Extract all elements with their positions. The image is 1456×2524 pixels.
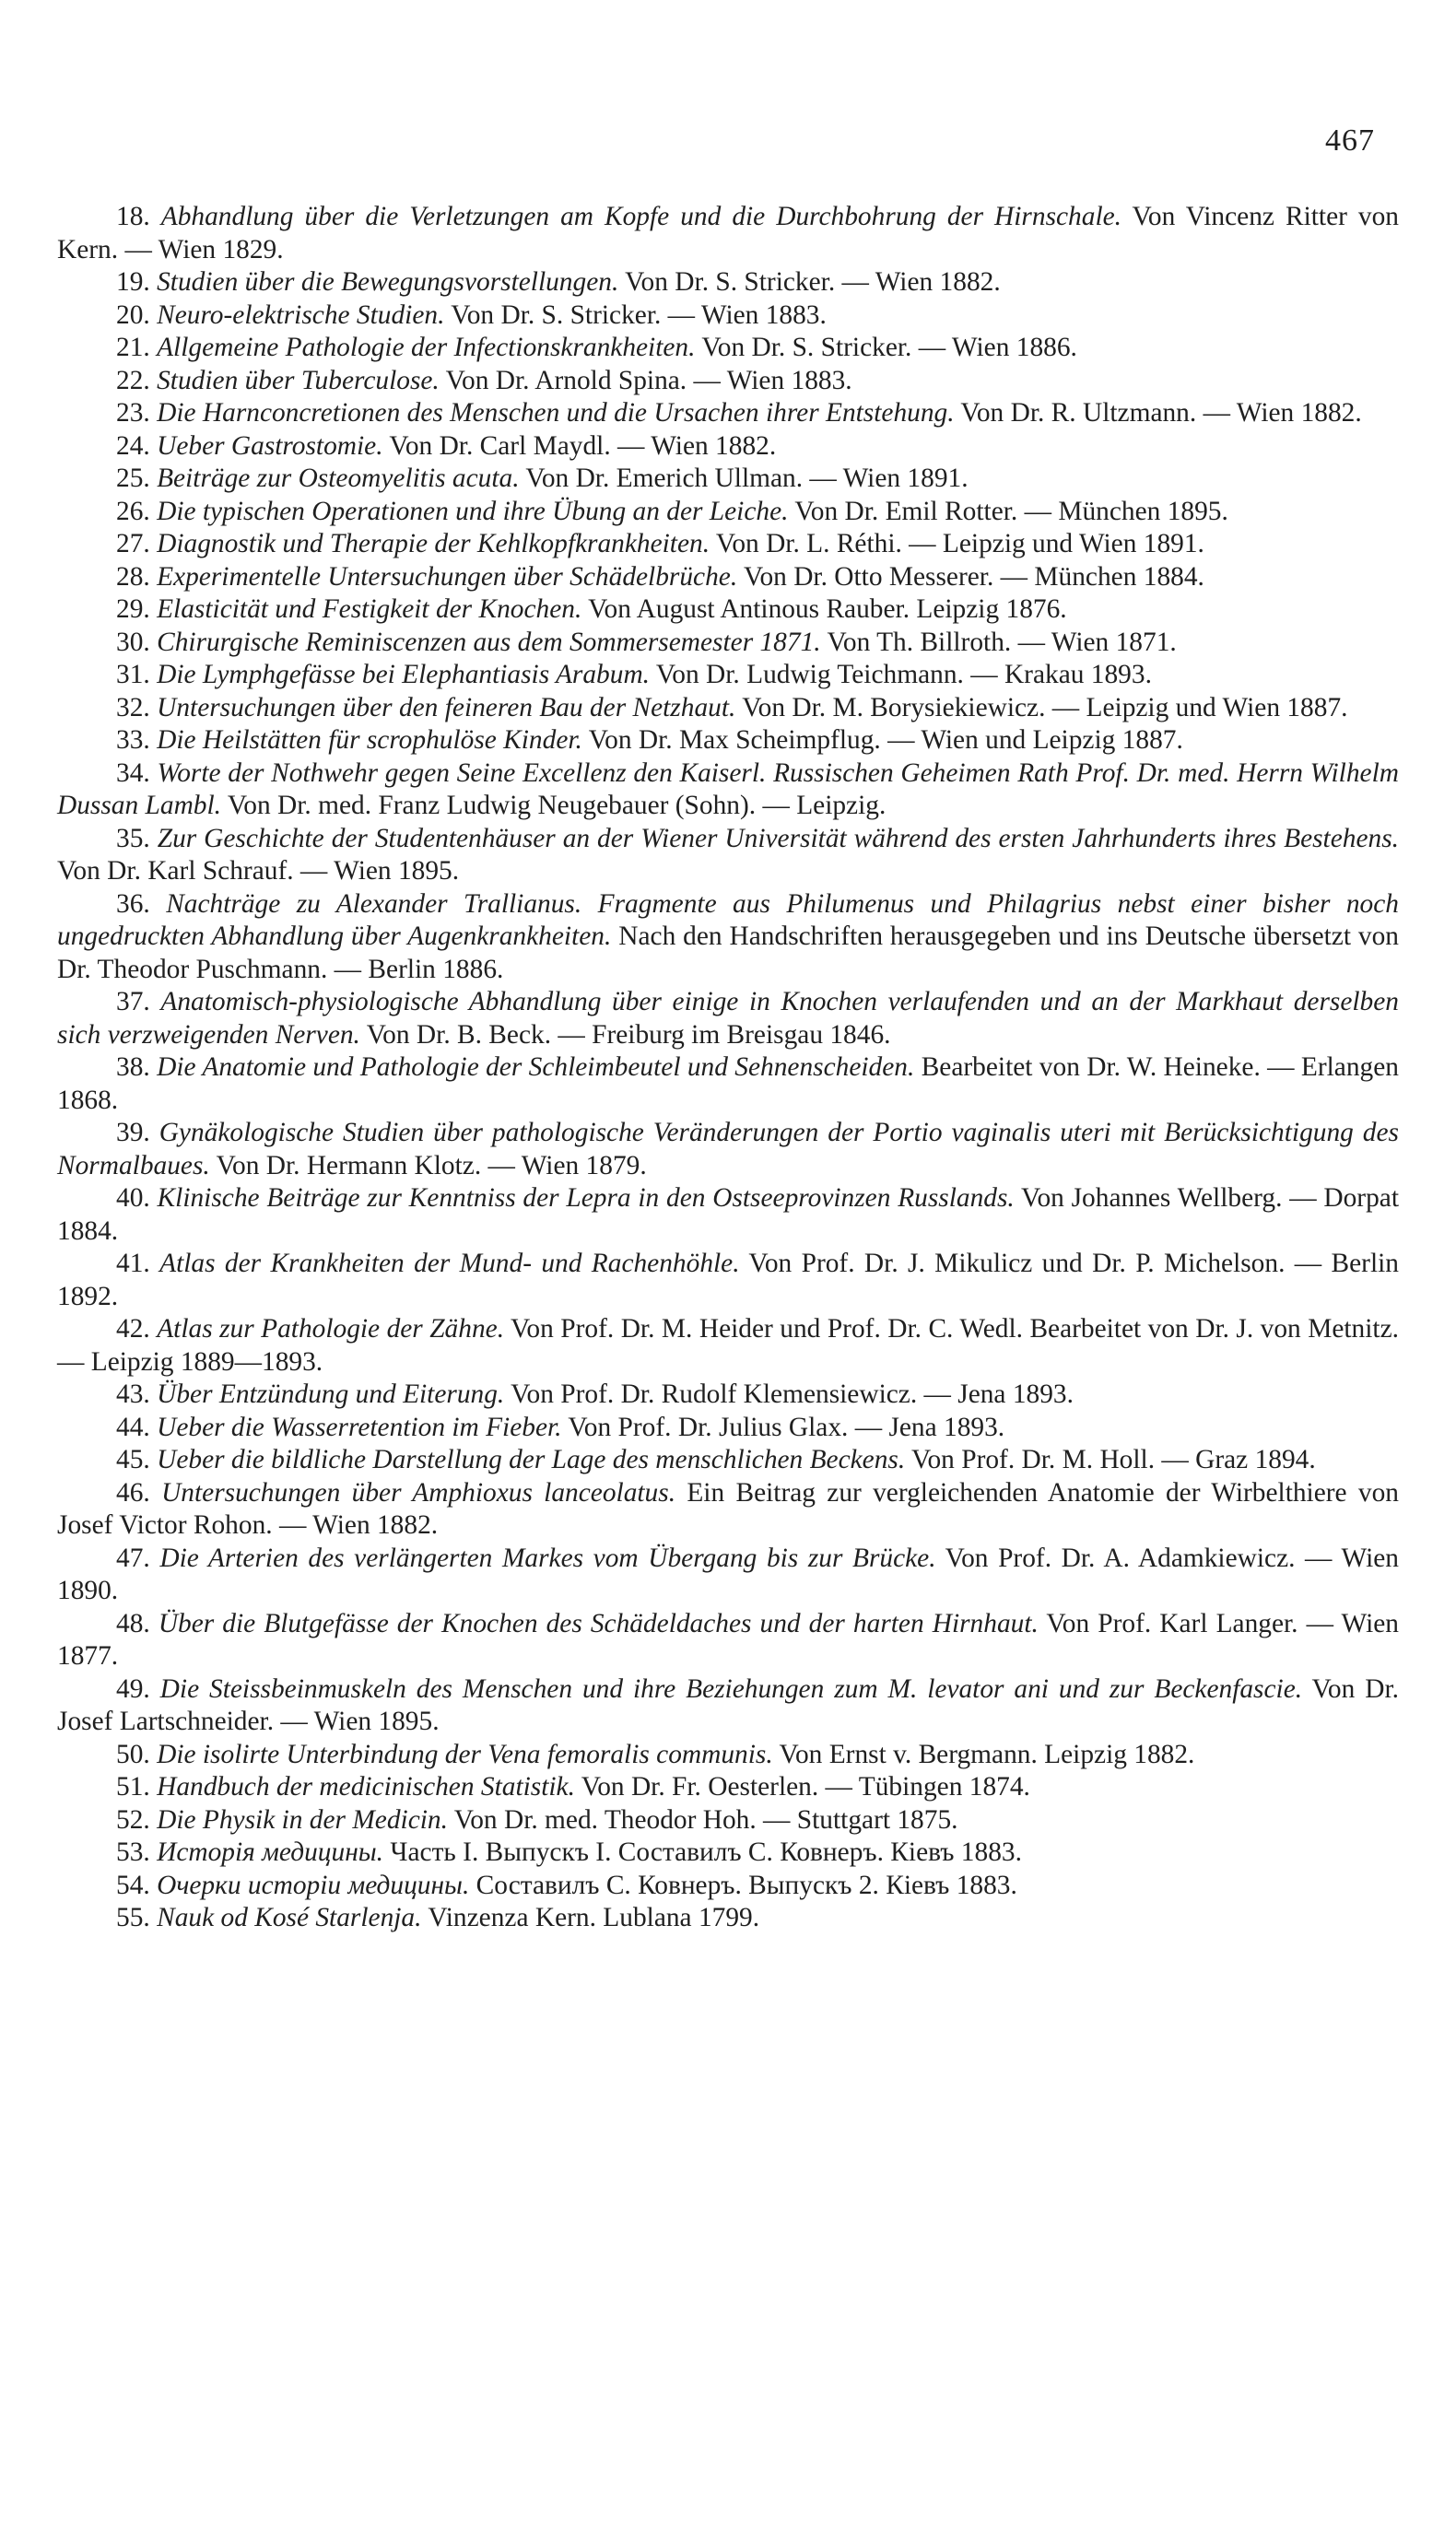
entry-number: 19. <box>116 267 150 297</box>
entry-title: Очерки исторіи медицины. <box>157 1870 470 1900</box>
entry-publication: Von Dr. R. Ultzmann. — Wien 1882. <box>960 398 1362 428</box>
entry-publication: Von Prof. Karl Langer. — Wien 1877. <box>57 1608 1399 1671</box>
entry-title: Die Physik in der Medicin. <box>157 1804 448 1835</box>
bibliography-entry <box>57 692 1399 725</box>
entry-publication: Von Dr. med. Theodor Hoh. — Stuttgart 1875. <box>453 1804 958 1835</box>
entry-number: 26. <box>116 496 150 526</box>
entry-number: 42. <box>116 1314 150 1344</box>
entry-number: 31. <box>116 660 150 689</box>
entry-publication: Von Dr. S. Stricker. — Wien 1883. <box>451 299 827 330</box>
entry-publication: Von Ernst v. Bergmann. Leipzig 1882. <box>779 1739 1195 1769</box>
entry-publication: Von Dr. Hermann Klotz. — Wien 1879. <box>216 1150 647 1180</box>
entry-number: 54. <box>116 1870 150 1900</box>
entry-title: Untersuchungen über den feineren Bau der Netzhaut. <box>157 692 736 722</box>
entry-publication: Vinzenza Kern. Lublana 1799. <box>428 1903 760 1932</box>
entry-number: 44. <box>116 1412 150 1442</box>
entry-number: 24. <box>116 430 150 461</box>
entry-number: 39. <box>116 1118 150 1147</box>
bibliography-list <box>57 201 1399 1935</box>
bibliography-entry <box>57 1739 1399 1772</box>
entry-title: Allgemeine Pathologie der Infectionskrankheiten. <box>157 333 696 362</box>
bibliography-entry <box>57 1051 1399 1117</box>
entry-number: 50. <box>116 1739 150 1769</box>
entry-publication: Von Dr. Arnold Spina. — Wien 1883. <box>445 365 852 395</box>
bibliography-entry <box>57 1870 1399 1903</box>
bibliography-entry <box>57 1902 1399 1935</box>
entry-title: Klinische Beiträge zur Kenntniss der Lepra in den Ostseeprovinzen Russlands. <box>157 1183 1015 1213</box>
entry-number: 45. <box>116 1445 150 1474</box>
entry-number: 18. <box>116 202 150 231</box>
entry-publication: Часть I. Выпускъ I. Составилъ С. Ковнеръ. Кіевъ 1883. <box>390 1837 1022 1867</box>
bibliography-entry <box>57 561 1399 594</box>
entry-publication: Von Th. Billroth. — Wien 1871. <box>827 627 1177 657</box>
entry-number: 40. <box>116 1183 150 1213</box>
entry-title: Elasticität und Festigkeit der Knochen. <box>157 594 582 624</box>
entry-title: Chirurgische Reminiscenzen aus dem Sommersemester 1871. <box>157 627 821 657</box>
entry-title: Worte der Nothwehr gegen Seine Excellenz den Kaiserl. Russischen Geheimen Rath Prof. Dr. med. Herrn Wilhelm Dussan Lambl. <box>57 757 1399 820</box>
entry-title: Nauk od Kosé Starlenja. <box>157 1903 422 1932</box>
entry-publication: Von Prof. Dr. J. Mikulicz und Dr. P. Michelson. — Berlin 1892. <box>57 1249 1399 1311</box>
entry-publication: Von August Antinous Rauber. Leipzig 1876. <box>588 594 1067 624</box>
entry-title: Nachträge zu Alexander Trallianus. Fragmente aus Philumenus und Philagrius nebst einer bisher noch ungedruckten Abhandlung über Augenkrankheiten. <box>57 888 1399 951</box>
bibliography-entry <box>57 659 1399 692</box>
entry-publication: Von Prof. Dr. A. Adamkiewicz. — Wien 1890. <box>57 1543 1399 1605</box>
bibliography-entry <box>57 1379 1399 1412</box>
entry-publication: Ein Beitrag zur vergleichenden Anatomie der Wirbelthiere von Josef Victor Rohon. — Wien 1882. <box>57 1477 1399 1540</box>
entry-number: 47. <box>116 1543 150 1573</box>
entry-publication: Von Dr. med. Franz Ludwig Neugebauer (Sohn). — Leipzig. <box>227 791 887 820</box>
entry-publication: Von Dr. Fr. Oesterlen. — Tübingen 1874. <box>581 1772 1030 1802</box>
bibliography-entry <box>57 1837 1399 1870</box>
entry-title: Ueber die Wasserretention im Fieber. <box>157 1412 562 1442</box>
bibliography-entry <box>57 1248 1399 1313</box>
entry-number: 30. <box>116 627 150 657</box>
entry-publication: Von Dr. S. Stricker. — Wien 1882. <box>625 267 1001 297</box>
entry-title: Über Entzündung und Eiterung. <box>157 1379 505 1409</box>
bibliography-entry <box>57 1412 1399 1445</box>
entry-publication: Von Dr. Max Scheimpflug. — Wien und Leipzig 1887. <box>588 725 1183 755</box>
entry-title: Handbuch der medicinischen Statistik. <box>157 1772 575 1802</box>
entry-number: 48. <box>116 1608 150 1638</box>
entry-number: 23. <box>116 398 150 428</box>
bibliography-entry <box>57 1477 1399 1543</box>
entry-number: 55. <box>116 1903 150 1932</box>
entry-title: Die Arterien des verlängerten Markes vom Übergang bis zur Brücke. <box>159 1543 936 1573</box>
entry-title: Die Steissbeinmuskeln des Menschen und ihre Beziehungen zum M. levator ani und zur Beckenfascie. <box>159 1673 1303 1704</box>
entry-title: Die Harnconcretionen des Menschen und die Ursachen ihrer Entstehung. <box>157 398 955 428</box>
bibliography-entry <box>57 724 1399 757</box>
entry-number: 52. <box>116 1804 150 1835</box>
bibliography-entry <box>57 1313 1399 1379</box>
entry-number: 21. <box>116 333 150 362</box>
bibliography-entry <box>57 496 1399 529</box>
entry-publication: Von Dr. Emerich Ullman. — Wien 1891. <box>525 464 969 493</box>
entry-title: Die Lymphgefässe bei Elephantiasis Arabum. <box>157 660 651 689</box>
entry-publication: Von Dr. Josef Lartschneider. — Wien 1895. <box>57 1673 1399 1736</box>
bibliography-entry <box>57 1771 1399 1804</box>
entry-publication: Nach den Handschriften herausgegeben und ins Deutsche übersetzt von Dr. Theodor Puschmann. — Berlin 1886. <box>57 922 1399 984</box>
entry-title: Diagnostik und Therapie der Kehlkopfkrankheiten. <box>157 529 710 558</box>
entry-number: 35. <box>116 823 150 853</box>
entry-title: Atlas zur Pathologie der Zähne. <box>157 1314 505 1344</box>
entry-number: 37. <box>116 987 150 1016</box>
entry-number: 51. <box>116 1772 150 1802</box>
entry-number: 28. <box>116 561 150 592</box>
entry-title: Gynäkologische Studien über pathologische Veränderungen der Portio vaginalis uteri mit Berücksichtigung des Normalbaues. <box>57 1118 1399 1180</box>
entry-number: 43. <box>116 1379 150 1409</box>
entry-publication: Von Vincenz Ritter von Kern. — Wien 1829. <box>57 202 1399 264</box>
entry-publication: Von Dr. S. Stricker. — Wien 1886. <box>701 333 1077 362</box>
entry-number: 38. <box>116 1052 150 1082</box>
entry-publication: Составилъ С. Ковнеръ. Выпускъ 2. Кіевъ 1883. <box>476 1870 1017 1900</box>
bibliography-entry <box>57 430 1399 464</box>
bibliography-entry <box>57 332 1399 365</box>
entry-publication: Bearbeitet von Dr. W. Heineke. — Erlangen 1868. <box>57 1052 1399 1115</box>
entry-number: 25. <box>116 464 150 493</box>
entry-number: 29. <box>116 594 150 624</box>
entry-publication: Von Dr. B. Beck. — Freiburg im Breisgau 1846. <box>366 1019 891 1050</box>
bibliography-entry <box>57 528 1399 561</box>
bibliography-entry <box>57 266 1399 299</box>
entry-title: Atlas der Krankheiten der Mund- und Rachenhöhle. <box>159 1249 740 1278</box>
bibliography-entry <box>57 1444 1399 1477</box>
bibliography-entry <box>57 201 1399 266</box>
bibliography-entry <box>57 1673 1399 1739</box>
entry-publication: Von Dr. Otto Messerer. — München 1884. <box>744 561 1204 592</box>
entry-number: 34. <box>116 757 150 788</box>
entry-publication: Von Johannes Wellberg. — Dorpat 1884. <box>57 1183 1399 1246</box>
entry-title: Studien über Tuberculose. <box>157 365 440 395</box>
entry-number: 36. <box>116 888 150 919</box>
entry-title: Studien über die Bewegungsvorstellungen. <box>157 267 619 297</box>
page-number: 467 <box>1325 123 1375 158</box>
entry-publication: Von Dr. M. Borysiekiewicz. — Leipzig und Wien 1887. <box>742 692 1348 722</box>
entry-publication: Von Prof. Dr. Rudolf Klemensiewicz. — Jena 1893. <box>511 1379 1074 1409</box>
bibliography-entry <box>57 593 1399 627</box>
bibliography-entry <box>57 463 1399 496</box>
entry-number: 41. <box>116 1249 150 1278</box>
entry-number: 32. <box>116 692 150 722</box>
entry-number: 46. <box>116 1477 150 1508</box>
bibliography-entry <box>57 299 1399 333</box>
bibliography-entry <box>57 397 1399 430</box>
entry-publication: Von Dr. Emil Rotter. — München 1895. <box>794 496 1228 526</box>
entry-title: Ueber Gastrostomie. <box>157 430 383 461</box>
entry-number: 20. <box>116 299 150 330</box>
entry-publication: Von Dr. Ludwig Teichmann. — Krakau 1893. <box>655 660 1152 689</box>
entry-title: Über die Blutgefässe der Knochen des Schädeldaches und der harten Hirnhaut. <box>158 1608 1039 1638</box>
entry-title: Abhandlung über die Verletzungen am Kopfe und die Durchbohrung der Hirnschale. <box>160 202 1122 231</box>
bibliography-entry <box>57 823 1399 888</box>
entry-number: 22. <box>116 365 150 395</box>
entry-title: Die isolirte Unterbindung der Vena femoralis communis. <box>157 1739 773 1769</box>
bibliography-entry <box>57 757 1399 823</box>
bibliography-entry <box>57 1543 1399 1608</box>
entry-title: Die typischen Operationen und ihre Übung an der Leiche. <box>157 496 789 526</box>
entry-title: Zur Geschichte der Studentenhäuser an der Wiener Universität während des ersten Jahrhunderts ihres Bestehens. <box>157 823 1399 853</box>
entry-title: Neuro-elektrische Studien. <box>157 299 445 330</box>
entry-publication: Von Prof. Dr. Julius Glax. — Jena 1893. <box>568 1412 1005 1442</box>
entry-number: 49. <box>116 1673 150 1704</box>
entry-title: Die Anatomie und Pathologie der Schleimbeutel und Sehnenscheiden. <box>157 1052 915 1082</box>
entry-number: 27. <box>116 529 150 558</box>
entry-number: 53. <box>116 1837 150 1867</box>
bibliography-entry <box>57 1804 1399 1837</box>
bibliography-entry <box>57 888 1399 987</box>
entry-publication: Von Dr. Karl Schrauf. — Wien 1895. <box>57 856 460 886</box>
entry-publication: Von Prof. Dr. M. Heider und Prof. Dr. C. Wedl. Bearbeitet von Dr. J. von Metnitz. — Leipzig 1889—1893. <box>57 1314 1399 1377</box>
bibliography-entry <box>57 986 1399 1051</box>
entry-title: Beiträge zur Osteomyelitis acuta. <box>157 464 520 493</box>
bibliography-entry <box>57 365 1399 398</box>
bibliography-entry <box>57 1608 1399 1673</box>
bibliography-entry <box>57 1117 1399 1182</box>
entry-publication: Von Dr. Carl Maydl. — Wien 1882. <box>389 430 777 461</box>
entry-publication: Von Dr. L. Réthi. — Leipzig und Wien 1891. <box>715 529 1204 558</box>
bibliography-entry <box>57 1182 1399 1248</box>
entry-title: Anatomisch-physiologische Abhandlung über einige in Knochen verlaufenden und an der Markhaut derselben sich verzweigenden Nerven. <box>57 987 1399 1050</box>
entry-title: Untersuchungen über Amphioxus lanceolatus. <box>161 1477 676 1508</box>
entry-title: Исторія медицины. <box>157 1837 384 1867</box>
entry-title: Experimentelle Untersuchungen über Schädelbrüche. <box>157 561 738 592</box>
entry-title: Die Heilstätten für scrophulöse Kinder. <box>157 725 582 755</box>
entry-number: 33. <box>116 725 150 755</box>
bibliography-entry <box>57 627 1399 660</box>
entry-publication: Von Prof. Dr. M. Holl. — Graz 1894. <box>911 1445 1316 1474</box>
entry-title: Ueber die bildliche Darstellung der Lage des menschlichen Beckens. <box>157 1445 906 1474</box>
